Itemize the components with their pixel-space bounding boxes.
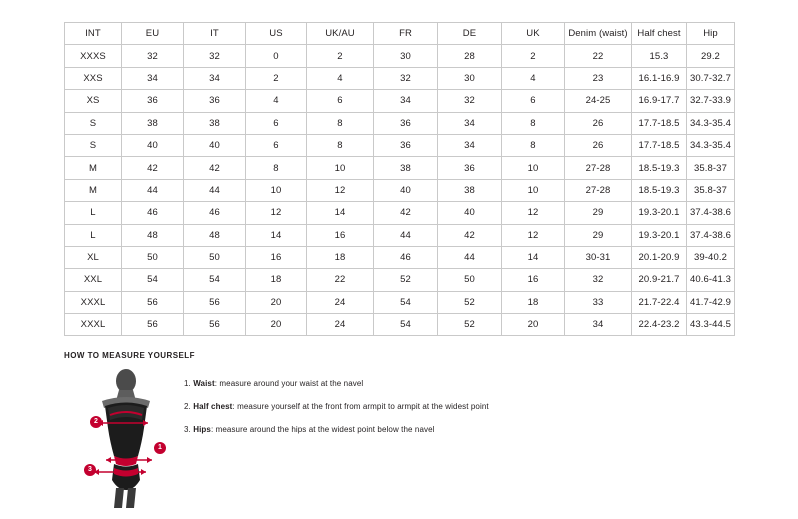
cell-denim-waist: 33 [565, 291, 632, 313]
cell-half-chest: 18.5-19.3 [632, 157, 687, 179]
cell-uk: 10 [502, 157, 565, 179]
cell-de: 38 [438, 179, 502, 201]
column-header-fr: FR [374, 23, 438, 45]
cell-uk-au: 8 [307, 134, 374, 156]
how-to-measure-section [64, 351, 764, 508]
column-header-us: US [246, 23, 307, 45]
cell-uk-au: 10 [307, 157, 374, 179]
cell-it: 44 [184, 179, 246, 201]
cell-hip: 41.7-42.9 [687, 291, 735, 313]
size-table-container [64, 22, 734, 336]
cell-it: 38 [184, 112, 246, 134]
column-header-uk: UK [502, 23, 565, 45]
cell-eu: 36 [122, 90, 184, 112]
cell-hip: 34.3-35.4 [687, 134, 735, 156]
cell-us: 18 [246, 269, 307, 291]
cell-denim-waist: 23 [565, 67, 632, 89]
measure-step-half-chest [184, 401, 489, 413]
table-row [65, 224, 735, 246]
measure-marker-3: 3 [84, 464, 96, 476]
cell-de: 40 [438, 202, 502, 224]
measure-step-waist [184, 378, 489, 390]
cell-de: 36 [438, 157, 502, 179]
column-header-half-chest: Half chest [632, 23, 687, 45]
cell-int: M [65, 157, 122, 179]
column-header-hip: Hip [687, 23, 735, 45]
cell-it: 32 [184, 45, 246, 67]
cell-us: 12 [246, 202, 307, 224]
table-header-row [65, 23, 735, 45]
column-header-it: IT [184, 23, 246, 45]
cell-de: 44 [438, 246, 502, 268]
size-conversion-table [64, 22, 735, 336]
table-row [65, 134, 735, 156]
measure-step-hips [184, 424, 489, 436]
cell-uk-au: 14 [307, 202, 374, 224]
cell-us: 14 [246, 224, 307, 246]
cell-uk-au: 6 [307, 90, 374, 112]
cell-eu: 48 [122, 224, 184, 246]
cell-int: XXL [65, 269, 122, 291]
cell-hip: 29.2 [687, 45, 735, 67]
cell-eu: 56 [122, 291, 184, 313]
cell-eu: 44 [122, 179, 184, 201]
cell-uk: 8 [502, 112, 565, 134]
cell-fr: 34 [374, 90, 438, 112]
cell-half-chest: 19.3-20.1 [632, 202, 687, 224]
cell-uk: 6 [502, 90, 565, 112]
cell-fr: 38 [374, 157, 438, 179]
cell-it: 56 [184, 291, 246, 313]
table-row [65, 314, 735, 336]
cell-hip: 37.4-38.6 [687, 202, 735, 224]
cell-de: 32 [438, 90, 502, 112]
cell-half-chest: 19.3-20.1 [632, 224, 687, 246]
cell-int: L [65, 202, 122, 224]
table-body [65, 45, 735, 336]
table-row [65, 45, 735, 67]
cell-uk-au: 16 [307, 224, 374, 246]
cell-half-chest: 16.1-16.9 [632, 67, 687, 89]
cell-int: L [65, 224, 122, 246]
cell-de: 34 [438, 134, 502, 156]
table-row [65, 246, 735, 268]
step-label: Waist [193, 379, 215, 388]
cell-uk: 12 [502, 202, 565, 224]
cell-us: 4 [246, 90, 307, 112]
step-label: Half chest [193, 402, 233, 411]
cell-eu: 34 [122, 67, 184, 89]
cell-de: 28 [438, 45, 502, 67]
cell-half-chest: 15.3 [632, 45, 687, 67]
cell-hip: 43.3-44.5 [687, 314, 735, 336]
cell-uk-au: 24 [307, 291, 374, 313]
table-header [65, 23, 735, 45]
cell-us: 6 [246, 112, 307, 134]
measure-marker-2: 2 [90, 416, 102, 428]
cell-uk-au: 4 [307, 67, 374, 89]
cell-uk: 10 [502, 179, 565, 201]
measure-steps-list [184, 368, 489, 447]
cell-denim-waist: 29 [565, 224, 632, 246]
column-header-uk-au: UK/AU [307, 23, 374, 45]
cell-denim-waist: 26 [565, 112, 632, 134]
cell-half-chest: 21.7-22.4 [632, 291, 687, 313]
cell-denim-waist: 27-28 [565, 157, 632, 179]
cell-hip: 37.4-38.6 [687, 224, 735, 246]
cell-denim-waist: 22 [565, 45, 632, 67]
mannequin-figure [64, 368, 174, 508]
cell-hip: 40.6-41.3 [687, 269, 735, 291]
cell-half-chest: 20.9-21.7 [632, 269, 687, 291]
cell-hip: 34.3-35.4 [687, 112, 735, 134]
cell-it: 40 [184, 134, 246, 156]
cell-uk-au: 2 [307, 45, 374, 67]
cell-us: 2 [246, 67, 307, 89]
cell-int: M [65, 179, 122, 201]
cell-uk-au: 18 [307, 246, 374, 268]
cell-de: 52 [438, 291, 502, 313]
cell-denim-waist: 32 [565, 269, 632, 291]
cell-uk-au: 24 [307, 314, 374, 336]
cell-half-chest: 17.7-18.5 [632, 134, 687, 156]
cell-it: 42 [184, 157, 246, 179]
cell-us: 10 [246, 179, 307, 201]
cell-hip: 35.8-37 [687, 179, 735, 201]
cell-half-chest: 18.5-19.3 [632, 179, 687, 201]
cell-uk: 18 [502, 291, 565, 313]
table-row [65, 90, 735, 112]
column-header-de: DE [438, 23, 502, 45]
cell-uk: 20 [502, 314, 565, 336]
cell-fr: 54 [374, 314, 438, 336]
table-row [65, 67, 735, 89]
cell-fr: 44 [374, 224, 438, 246]
cell-it: 46 [184, 202, 246, 224]
cell-eu: 50 [122, 246, 184, 268]
cell-eu: 40 [122, 134, 184, 156]
step-number: 3. [184, 425, 191, 434]
cell-de: 30 [438, 67, 502, 89]
step-text: : measure around the hips at the widest point below the navel [210, 425, 435, 434]
step-label: Hips [193, 425, 211, 434]
cell-uk: 8 [502, 134, 565, 156]
cell-half-chest: 20.1-20.9 [632, 246, 687, 268]
cell-denim-waist: 29 [565, 202, 632, 224]
step-number: 2. [184, 402, 191, 411]
cell-de: 42 [438, 224, 502, 246]
table-row [65, 291, 735, 313]
step-number: 1. [184, 379, 191, 388]
cell-eu: 54 [122, 269, 184, 291]
cell-fr: 42 [374, 202, 438, 224]
cell-us: 6 [246, 134, 307, 156]
cell-us: 16 [246, 246, 307, 268]
column-header-denim-waist: Denim (waist) [565, 23, 632, 45]
cell-fr: 46 [374, 246, 438, 268]
cell-hip: 30.7-32.7 [687, 67, 735, 89]
cell-denim-waist: 27-28 [565, 179, 632, 201]
column-header-eu: EU [122, 23, 184, 45]
cell-uk-au: 22 [307, 269, 374, 291]
cell-half-chest: 17.7-18.5 [632, 112, 687, 134]
cell-half-chest: 16.9-17.7 [632, 90, 687, 112]
cell-us: 0 [246, 45, 307, 67]
cell-eu: 42 [122, 157, 184, 179]
cell-us: 20 [246, 314, 307, 336]
cell-uk-au: 8 [307, 112, 374, 134]
cell-fr: 36 [374, 112, 438, 134]
cell-fr: 36 [374, 134, 438, 156]
cell-denim-waist: 26 [565, 134, 632, 156]
cell-int: XXXL [65, 314, 122, 336]
cell-fr: 40 [374, 179, 438, 201]
mannequin-illustration-icon [64, 368, 174, 508]
cell-uk: 2 [502, 45, 565, 67]
cell-eu: 38 [122, 112, 184, 134]
cell-it: 56 [184, 314, 246, 336]
cell-de: 50 [438, 269, 502, 291]
table-row [65, 112, 735, 134]
cell-uk: 12 [502, 224, 565, 246]
cell-it: 34 [184, 67, 246, 89]
step-text: : measure yourself at the front from armpit to armpit at the widest point [232, 402, 489, 411]
cell-int: XXXS [65, 45, 122, 67]
cell-hip: 35.8-37 [687, 157, 735, 179]
cell-fr: 32 [374, 67, 438, 89]
cell-denim-waist: 24-25 [565, 90, 632, 112]
cell-eu: 46 [122, 202, 184, 224]
cell-it: 50 [184, 246, 246, 268]
measure-marker-1: 1 [154, 442, 166, 454]
cell-de: 52 [438, 314, 502, 336]
how-to-measure-body [64, 368, 764, 508]
cell-uk: 4 [502, 67, 565, 89]
cell-denim-waist: 30-31 [565, 246, 632, 268]
cell-hip: 39-40.2 [687, 246, 735, 268]
table-row [65, 179, 735, 201]
cell-half-chest: 22.4-23.2 [632, 314, 687, 336]
cell-int: S [65, 134, 122, 156]
cell-it: 54 [184, 269, 246, 291]
cell-us: 20 [246, 291, 307, 313]
cell-denim-waist: 34 [565, 314, 632, 336]
cell-fr: 54 [374, 291, 438, 313]
cell-eu: 56 [122, 314, 184, 336]
cell-int: XXXL [65, 291, 122, 313]
how-to-measure-title: HOW TO MEASURE YOURSELF [64, 351, 195, 360]
table-row [65, 269, 735, 291]
cell-eu: 32 [122, 45, 184, 67]
cell-hip: 32.7-33.9 [687, 90, 735, 112]
cell-fr: 52 [374, 269, 438, 291]
cell-int: XS [65, 90, 122, 112]
cell-us: 8 [246, 157, 307, 179]
cell-fr: 30 [374, 45, 438, 67]
cell-de: 34 [438, 112, 502, 134]
cell-it: 36 [184, 90, 246, 112]
column-header-int: INT [65, 23, 122, 45]
cell-int: S [65, 112, 122, 134]
cell-int: XXS [65, 67, 122, 89]
step-text: : measure around your waist at the navel [214, 379, 364, 388]
cell-uk: 16 [502, 269, 565, 291]
cell-uk-au: 12 [307, 179, 374, 201]
cell-int: XL [65, 246, 122, 268]
cell-it: 48 [184, 224, 246, 246]
table-row [65, 202, 735, 224]
table-row [65, 157, 735, 179]
cell-uk: 14 [502, 246, 565, 268]
